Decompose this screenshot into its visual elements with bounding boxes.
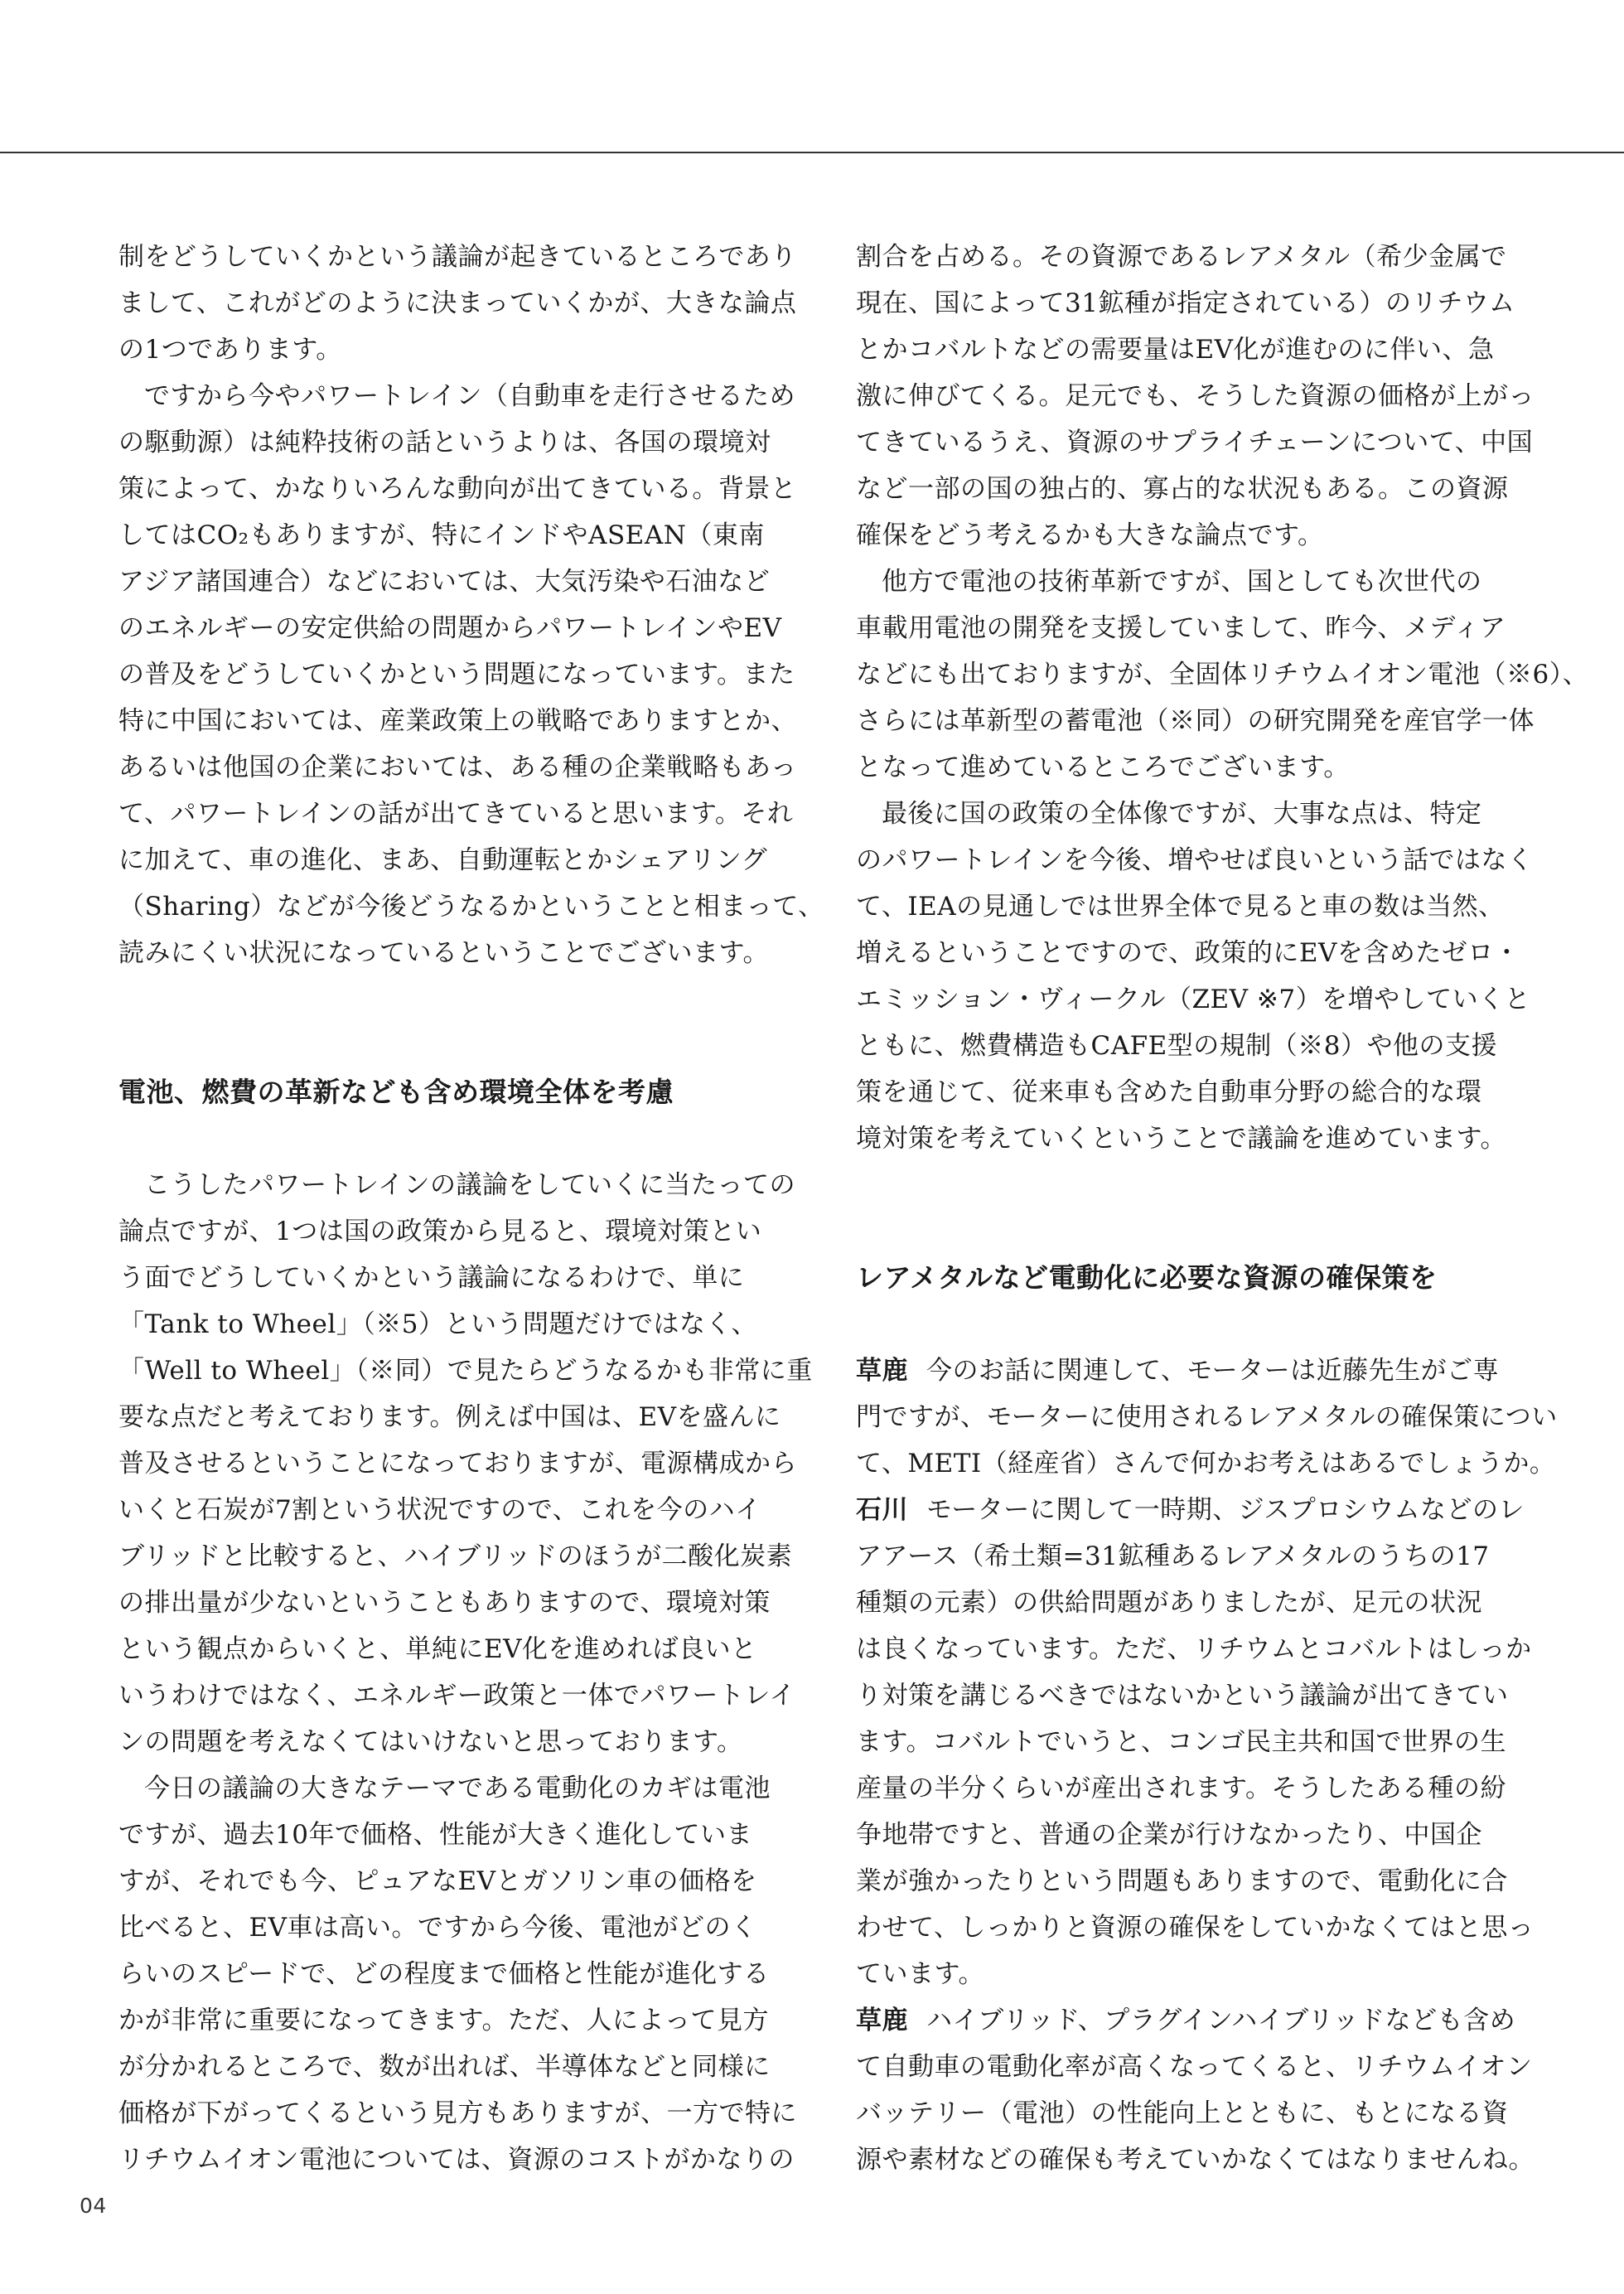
spacer (118, 976, 773, 1069)
text-line: ですから今やパワートレイン（自動車を走行させるため (144, 381, 795, 411)
text-line: リチウムイオン電池については、資源のコストがかなりの (118, 2145, 795, 2175)
text-line: てきているうえ、資源のサプライチェーンについて、中国 (856, 428, 1534, 457)
text-line: さらには革新型の蓄電池（※同）の研究開発を産官学一体 (856, 706, 1535, 736)
text-line: の普及をどうしていくかという問題になっています。また (118, 660, 795, 690)
text-line: ですが、過去10年で価格、性能が大きく進化していま (118, 1820, 752, 1850)
text-line: とかコバルトなどの需要量はEV化が進むのに伴い、急 (856, 335, 1495, 365)
text-line: 読みにくい状況になっているということでございます。 (118, 938, 770, 968)
text-line: アアース（希土類=31鉱種あるレアメタルのうちの17 (856, 1541, 1490, 1571)
section-heading: 電池、燃費の革新なども含め環境全体を考慮 (118, 1076, 674, 1108)
text-line: 論点ですが、1つは国の政策から見ると、環境対策とい (118, 1217, 762, 1246)
header-rule (0, 152, 1624, 153)
text-line: 普及させるということになっておりますが、電源構成から (118, 1449, 797, 1479)
text-line: 激に伸びてくる。足元でも、そうした資源の価格が上がっ (856, 381, 1535, 411)
paragraph (118, 1162, 813, 1765)
text-line: 争地帯ですと、普通の企業が行けなかったり、中国企 (856, 1820, 1482, 1850)
text-line: こうしたパワートレインの議論をしていくに当たっての (144, 1170, 795, 1200)
text-line: 比べると、EV車は高い。ですから今後、電池がどのく (118, 1913, 757, 1943)
text-line: て、IEAの見通しでは世界全体で見ると車の数は当然、 (856, 892, 1505, 922)
text-line: かが非常に重要になってきます。ただ、人によって見方 (118, 2006, 770, 2035)
text-line: わせて、しっかりと資源の確保をしていかなくてはと思っ (856, 1913, 1535, 1943)
text-line (856, 1487, 1525, 1533)
text-line: のパワートレインを今後、増やせば良いという話ではなく (856, 845, 1534, 875)
text-line: エミッション・ヴィークル（ZEV ※7）を増やしていくと (856, 985, 1531, 1014)
text-line: 要な点だと考えております。例えば中国は、EVを盛んに (118, 1402, 781, 1432)
text-line: ます。コバルトでいうと、コンゴ民主共和国で世界の生 (856, 1727, 1507, 1757)
text-line: の排出量が少ないということもありますので、環境対策 (118, 1588, 771, 1618)
page-number: 04 (80, 2194, 107, 2218)
text-line: て、パワートレインの話が出てきていると思います。それ (118, 799, 794, 829)
dialogue-block (856, 1487, 1535, 1997)
text-line: バッテリー（電池）の性能向上とともに、もとになる資 (856, 2098, 1509, 2128)
text-line: すが、それでも今、ピュアなEVとガソリン車の価格を (118, 1866, 757, 1896)
text-line: ンの問題を考えなくてはいけないと思っております。 (118, 1727, 743, 1757)
paragraph (856, 559, 1589, 791)
text-line: 制をどうしていくかという議論が起きているところであり (118, 242, 797, 272)
text-line: 策を通じて、従来車も含めた自動車分野の総合的な環 (856, 1077, 1482, 1107)
text-line: 確保をどう考えるかも大きな論点です。 (856, 520, 1324, 550)
text-line: 策によって、かなりいろんな動向が出てきている。背景と (118, 474, 797, 504)
dialogue-block (856, 1997, 1535, 2183)
speech-text: 今のお話に関連して、モーターは近藤先生がご専 (926, 1356, 1500, 1386)
text-line: て、METI（経産省）さんで何かお考えはあるでしょうか。 (856, 1449, 1556, 1479)
right-column (856, 234, 1589, 2183)
text-line: 源や素材などの確保も考えていかなくてはなりませんね。 (856, 2145, 1535, 2175)
paragraph (856, 791, 1534, 1162)
text-line: 最後に国の政策の全体像ですが、大事な点は、特定 (882, 799, 1482, 829)
text-line: してはCO₂もありますが、特にインドやASEAN（東南 (118, 520, 765, 550)
text-line: 境対策を考えていくということで議論を進めています。 (856, 1124, 1507, 1154)
text-line: 現在、国によって31鉱種が指定されている）のリチウム (856, 288, 1515, 318)
text-line: に加えて、車の進化、まあ、自動運転とかシェアリング (118, 845, 768, 875)
text-line: ブリッドと比較すると、ハイブリッドのほうが二酸化炭素 (118, 1541, 793, 1571)
text-line: あるいは他国の企業においては、ある種の企業戦略もあっ (118, 753, 797, 782)
paragraph (118, 1765, 797, 2183)
text-line: 今日の議論の大きなテーマである電動化のカギは電池 (144, 1774, 771, 1803)
text-line: 業が強かったりという問題もありますので、電動化に合 (856, 1866, 1508, 1896)
section-heading: レアメタルなど電動化に必要な資源の確保策を (856, 1261, 1438, 1294)
text-line: 車載用電池の開発を支援していまして、昨今、メディア (856, 613, 1506, 643)
speaker-name: 石川 (856, 1495, 908, 1525)
left-column (118, 234, 824, 2183)
speaker-name: 草鹿 (856, 1356, 908, 1386)
text-line (856, 1997, 1516, 2044)
text-line: は良くなっています。ただ、リチウムとコバルトはしっか (856, 1634, 1532, 1664)
text-line: が分かれるところで、数が出れば、半導体などと同様に (118, 2052, 771, 2082)
text-line: など一部の国の独占的、寡占的な状況もある。この資源 (856, 474, 1509, 504)
text-line: らいのスピードで、どの程度まで価格と性能が進化する (118, 1959, 770, 1989)
text-line: 他方で電池の技術革新ですが、国としても次世代の (882, 567, 1482, 597)
text-line: 種類の元素）の供給問題がありましたが、足元の状況 (856, 1588, 1482, 1618)
speech-text: モーターに関して一時期、ジスプロシウムなどのレ (926, 1495, 1525, 1525)
dialogue-block (856, 1348, 1558, 1487)
text-line: いくと石炭が7割という状況ですので、これを今のハイ (118, 1495, 761, 1525)
speech-text: ハイブリッド、プラグインハイブリッドなども含め (926, 2006, 1516, 2035)
paragraph (856, 234, 1535, 559)
speaker-name: 草鹿 (856, 2006, 908, 2035)
spacer (856, 1301, 1510, 1348)
text-line: ています。 (856, 1959, 985, 1989)
text-line: 特に中国においては、産業政策上の戦略でありますとか、 (118, 706, 797, 736)
spacer (856, 1162, 1510, 1255)
text-line: て自動車の電動化率が高くなってくると、リチウムイオン (856, 2052, 1533, 2082)
text-line: ともに、燃費構造もCAFE型の規制（※8）や他の支援 (856, 1031, 1497, 1061)
text-line: いうわけではなく、エネルギー政策と一体でパワートレイ (118, 1681, 795, 1711)
text-line: 価格が下がってくるという見方もありますが、一方で特に (118, 2098, 797, 2128)
text-line: まして、これがどのように決まっていくかが、大きな論点 (118, 288, 797, 318)
text-line: の1つであります。 (118, 335, 342, 365)
text-line: う面でどうしていくかという議論になるわけで、単に (118, 1263, 745, 1293)
text-line (856, 1348, 1510, 1394)
text-line: （Sharing）などが今後どうなるかということと相まって、 (118, 892, 824, 922)
text-line: り対策を講じるべきではないかという議論が出てきてい (856, 1681, 1509, 1711)
text-line: 増えるということですので、政策的にEVを含めたゼロ・ (856, 938, 1520, 968)
text-line: などにも出ておりますが、全固体リチウムイオン電池（※6）、 (856, 660, 1589, 690)
spacer (118, 1116, 773, 1162)
text-line: のエネルギーの安定供給の問題からパワートレインやEV (118, 613, 782, 643)
text-line: 「Well to Wheel」（※同）で見たらどうなるかも非常に重 (118, 1356, 813, 1386)
text-line: となって進めているところでございます。 (856, 753, 1350, 782)
text-line: 「Tank to Wheel」（※5）という問題だけではなく、 (118, 1309, 757, 1339)
text-line: の駆動源）は純粋技術の話というよりは、各国の環境対 (118, 428, 771, 457)
text-line: 門ですが、モーターに使用されるレアメタルの確保策につい (856, 1402, 1558, 1432)
text-line: という観点からいくと、単純にEV化を進めれば良いと (118, 1634, 757, 1664)
text-line: 割合を占める。その資源であるレアメタル（希少金属で (856, 242, 1507, 272)
paragraph (118, 373, 824, 976)
paragraph (118, 234, 797, 373)
text-line: アジア諸国連合）などにおいては、大気汚染や石油など (118, 567, 771, 597)
text-line: 産量の半分くらいが産出されます。そうしたある種の紛 (856, 1774, 1507, 1803)
